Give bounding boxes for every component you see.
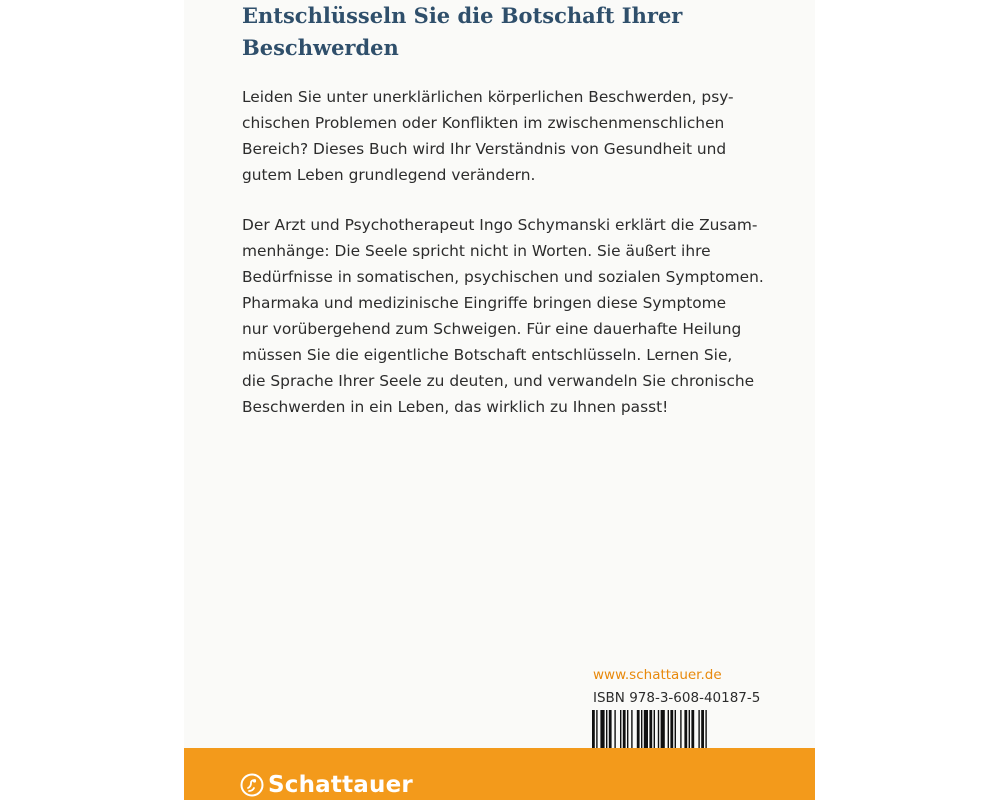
barcode-icon: [592, 710, 758, 748]
text-line: chischen Problemen oder Konflikten im zwischenmenschlichen: [242, 114, 725, 132]
publisher-name: Schattauer: [268, 772, 413, 798]
text-line: gutem Leben grundlegend verändern.: [242, 166, 536, 184]
cover-heading-line: Entschlüsseln Sie die Botschaft Ihrer: [242, 3, 683, 28]
publisher-logo: [240, 772, 413, 798]
text-line: Leiden Sie unter unerklärlichen körperlichen Beschwerden, psy-: [242, 88, 734, 106]
text-line: Der Arzt und Psychotherapeut Ingo Schymanski erklärt die Zusam-: [242, 216, 758, 234]
text-line: müssen Sie die eigentliche Botschaft entschlüsseln. Lernen Sie,: [242, 346, 733, 364]
blurb-paragraph-1: [242, 84, 772, 188]
text-line: die Sprache Ihrer Seele zu deuten, und verwandeln Sie chronische: [242, 372, 755, 390]
publisher-website: www.schattauer.de: [593, 667, 722, 683]
cover-heading: [242, 0, 762, 64]
cover-heading-line: Beschwerden: [242, 35, 399, 60]
isbn-number: ISBN 978-3-608-40187-5: [593, 690, 761, 706]
blurb-paragraph-2: [242, 212, 772, 420]
text-line: nur vorübergehend zum Schweigen. Für eine dauerhafte Heilung: [242, 320, 742, 338]
text-line: menhänge: Die Seele spricht nicht in Worten. Sie äußert ihre: [242, 242, 711, 260]
text-line: Beschwerden in ein Leben, das wirklich zu Ihnen passt!: [242, 398, 669, 416]
text-line: Bedürfnisse in somatischen, psychischen und sozialen Symptomen.: [242, 268, 764, 286]
text-line: Pharmaka und medizinische Eingriffe bringen diese Symptome: [242, 294, 727, 312]
schattauer-logo-icon: [240, 773, 264, 797]
text-line: Bereich? Dieses Buch wird Ihr Verständnis von Gesundheit und: [242, 140, 727, 158]
